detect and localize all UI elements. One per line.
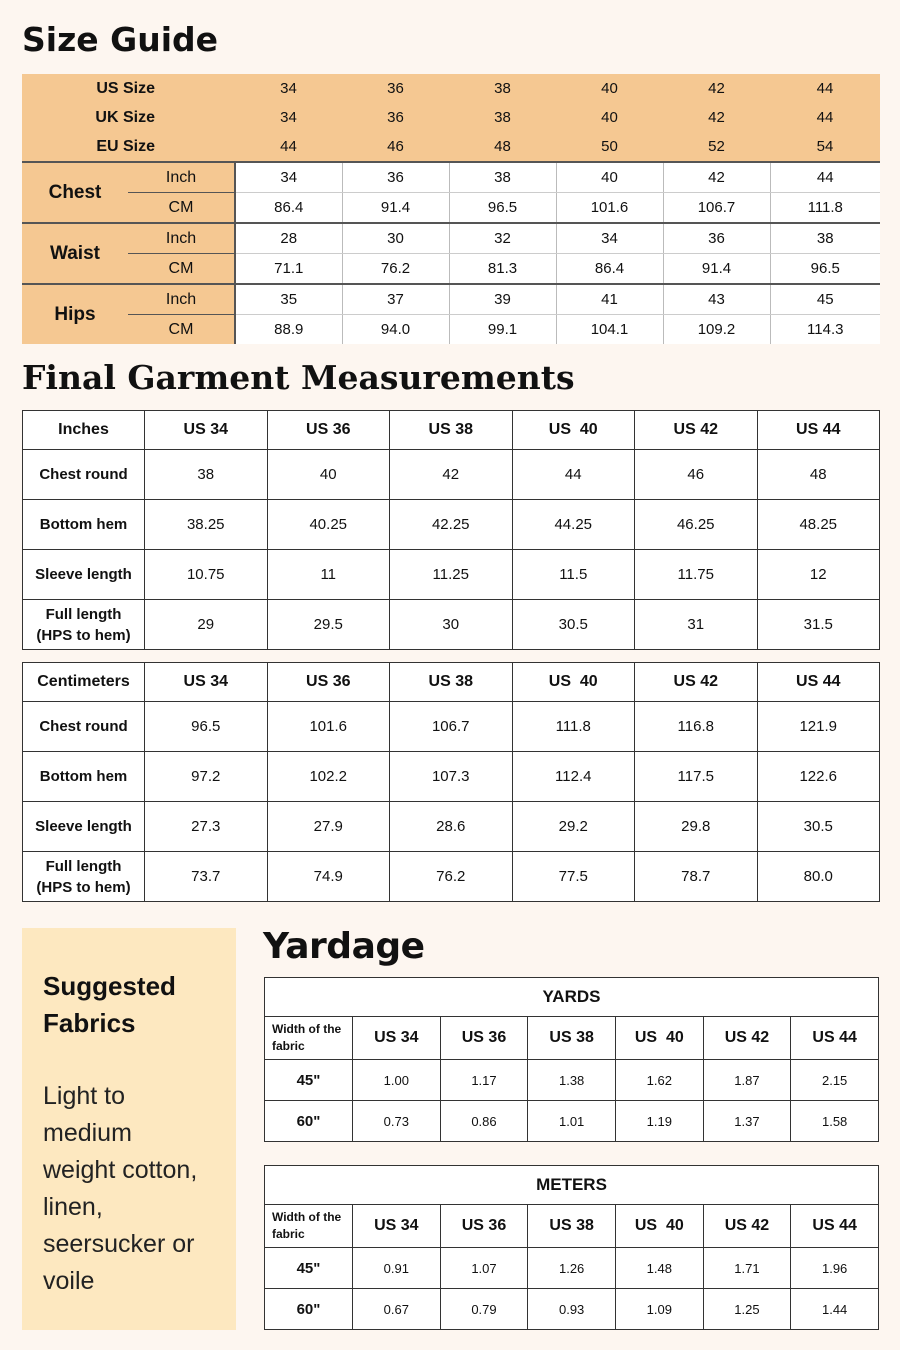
size-header-row xyxy=(22,132,880,162)
value-cell: 107.3 xyxy=(390,752,513,802)
row-label xyxy=(23,600,145,650)
width-header-line: Width of the xyxy=(272,1022,342,1036)
value-cell: 91.4 xyxy=(342,193,449,224)
value-cell: 96.5 xyxy=(145,702,268,752)
value-cell: 28 xyxy=(235,223,342,254)
value-cell: 104.1 xyxy=(556,315,663,345)
table-caption: METERS xyxy=(265,1166,879,1205)
table-row xyxy=(23,550,880,600)
table-caption: YARDS xyxy=(265,978,879,1017)
size-header-cell: 50 xyxy=(556,132,663,162)
fabrics-text-line: medium xyxy=(43,1119,132,1147)
garment-inches-table xyxy=(22,410,880,650)
measurement-row-cm xyxy=(22,315,880,345)
size-column-header: US 42 xyxy=(703,1017,791,1060)
value-cell: 34 xyxy=(556,223,663,254)
value-cell: 30.5 xyxy=(757,802,880,852)
yardage-yards-table xyxy=(264,977,879,1142)
value-cell: 27.3 xyxy=(145,802,268,852)
size-guide-table xyxy=(22,74,880,344)
value-cell: 102.2 xyxy=(267,752,390,802)
value-cell: 0.91 xyxy=(353,1248,441,1289)
value-cell: 31.5 xyxy=(757,600,880,650)
value-cell: 106.7 xyxy=(663,193,770,224)
value-cell: 44 xyxy=(512,450,635,500)
value-cell: 29.2 xyxy=(512,802,635,852)
size-column-header: US 36 xyxy=(267,663,390,702)
value-cell: 44.25 xyxy=(512,500,635,550)
row-label xyxy=(23,500,145,550)
size-header-cell: 40 xyxy=(556,74,663,103)
value-cell: 86.4 xyxy=(235,193,342,224)
value-cell: 29.8 xyxy=(635,802,758,852)
size-column-header: US 34 xyxy=(353,1017,441,1060)
table-caption-row xyxy=(265,1166,879,1205)
row-label xyxy=(23,852,145,902)
value-cell: 74.9 xyxy=(267,852,390,902)
value-cell: 0.93 xyxy=(528,1289,616,1330)
table-header-row xyxy=(265,1205,879,1248)
width-header xyxy=(265,1017,353,1060)
size-header-cell: 38 xyxy=(449,74,556,103)
value-cell: 46.25 xyxy=(635,500,758,550)
value-cell: 0.73 xyxy=(353,1101,441,1142)
size-header-cell: 34 xyxy=(235,74,342,103)
value-cell: 91.4 xyxy=(663,254,770,285)
table-row xyxy=(23,450,880,500)
size-column-header: US 44 xyxy=(791,1205,879,1248)
size-column-header: US 34 xyxy=(353,1205,441,1248)
size-column-header: US 40 xyxy=(615,1017,703,1060)
row-label-line: Sleeve length xyxy=(35,818,132,835)
unit-header: Centimeters xyxy=(23,663,145,702)
value-cell: 11 xyxy=(267,550,390,600)
unit-label-cm: CM xyxy=(128,254,235,285)
value-cell: 71.1 xyxy=(235,254,342,285)
value-cell: 11.5 xyxy=(512,550,635,600)
value-cell: 45 xyxy=(770,284,880,315)
size-header-cell: 36 xyxy=(342,103,449,132)
size-header-cell: 42 xyxy=(663,103,770,132)
value-cell: 31 xyxy=(635,600,758,650)
unit-label-cm: CM xyxy=(128,193,235,224)
value-cell: 36 xyxy=(342,162,449,193)
value-cell: 40.25 xyxy=(267,500,390,550)
value-cell: 1.44 xyxy=(791,1289,879,1330)
size-header-cell: 42 xyxy=(663,74,770,103)
value-cell: 76.2 xyxy=(342,254,449,285)
value-cell: 30 xyxy=(390,600,513,650)
width-header-line: fabric xyxy=(272,1227,305,1241)
value-cell: 1.96 xyxy=(791,1248,879,1289)
row-label xyxy=(23,550,145,600)
yardage-title: Yardage xyxy=(263,926,425,967)
value-cell: 121.9 xyxy=(757,702,880,752)
width-header xyxy=(265,1205,353,1248)
suggested-fabrics-panel xyxy=(22,928,236,1330)
unit-header: Inches xyxy=(23,411,145,450)
value-cell: 10.75 xyxy=(145,550,268,600)
value-cell: 35 xyxy=(235,284,342,315)
fabrics-text-line: Light to xyxy=(43,1082,126,1110)
value-cell: 122.6 xyxy=(757,752,880,802)
size-header-cell: 44 xyxy=(770,103,880,132)
table-header-row xyxy=(265,1017,879,1060)
row-label xyxy=(23,702,145,752)
table-row xyxy=(23,500,880,550)
measurement-group-label: Chest xyxy=(22,162,128,223)
yardage-meters-table xyxy=(264,1165,879,1330)
size-column-header: US 38 xyxy=(390,411,513,450)
table-caption-row xyxy=(265,978,879,1017)
garment-measurements-title: Final Garment Measurements xyxy=(22,358,575,397)
size-header-label: US Size xyxy=(22,74,235,103)
value-cell: 101.6 xyxy=(267,702,390,752)
value-cell: 42 xyxy=(663,162,770,193)
size-column-header: US 40 xyxy=(615,1205,703,1248)
row-label-line: Chest round xyxy=(39,466,128,483)
size-header-cell: 46 xyxy=(342,132,449,162)
value-cell: 36 xyxy=(663,223,770,254)
value-cell: 0.79 xyxy=(440,1289,528,1330)
value-cell: 76.2 xyxy=(390,852,513,902)
value-cell: 1.25 xyxy=(703,1289,791,1330)
width-header-line: Width of the xyxy=(272,1210,342,1224)
unit-label-inch: Inch xyxy=(128,223,235,254)
row-label-line: Chest round xyxy=(39,718,128,735)
value-cell: 38.25 xyxy=(145,500,268,550)
size-header-row xyxy=(22,74,880,103)
value-cell: 32 xyxy=(449,223,556,254)
suggested-fabrics-text xyxy=(43,1078,228,1300)
garment-centimeters-table xyxy=(22,662,880,902)
size-header-row xyxy=(22,103,880,132)
value-cell: 1.37 xyxy=(703,1101,791,1142)
value-cell: 41 xyxy=(556,284,663,315)
value-cell: 1.48 xyxy=(615,1248,703,1289)
value-cell: 88.9 xyxy=(235,315,342,345)
measurement-row-inch xyxy=(22,162,880,193)
measurement-row-cm xyxy=(22,193,880,224)
size-column-header: US 38 xyxy=(528,1017,616,1060)
size-header-label: UK Size xyxy=(22,103,235,132)
suggested-fabrics-heading xyxy=(43,968,223,1042)
table-header-row xyxy=(23,411,880,450)
fabric-width-label: 60" xyxy=(265,1101,353,1142)
row-label xyxy=(23,802,145,852)
unit-label-inch: Inch xyxy=(128,162,235,193)
value-cell: 30.5 xyxy=(512,600,635,650)
value-cell: 111.8 xyxy=(770,193,880,224)
size-guide-title: Size Guide xyxy=(22,20,219,59)
value-cell: 29 xyxy=(145,600,268,650)
size-column-header: US 34 xyxy=(145,663,268,702)
table-header-row xyxy=(23,663,880,702)
fabric-width-label: 45" xyxy=(265,1060,353,1101)
size-header-cell: 44 xyxy=(770,74,880,103)
unit-label-cm: CM xyxy=(128,315,235,345)
size-column-header: US 34 xyxy=(145,411,268,450)
measurement-group-label: Hips xyxy=(22,284,128,344)
table-row xyxy=(265,1289,879,1330)
value-cell: 46 xyxy=(635,450,758,500)
value-cell: 1.07 xyxy=(440,1248,528,1289)
size-column-header: US 44 xyxy=(757,411,880,450)
value-cell: 29.5 xyxy=(267,600,390,650)
row-label-line: Sleeve length xyxy=(35,566,132,583)
fabrics-text-line: voile xyxy=(43,1267,95,1295)
value-cell: 1.09 xyxy=(615,1289,703,1330)
value-cell: 40 xyxy=(267,450,390,500)
table-row xyxy=(23,600,880,650)
value-cell: 77.5 xyxy=(512,852,635,902)
value-cell: 42 xyxy=(390,450,513,500)
value-cell: 37 xyxy=(342,284,449,315)
size-column-header: US 36 xyxy=(440,1205,528,1248)
value-cell: 1.87 xyxy=(703,1060,791,1101)
value-cell: 11.75 xyxy=(635,550,758,600)
row-label xyxy=(23,450,145,500)
size-header-cell: 52 xyxy=(663,132,770,162)
value-cell: 0.67 xyxy=(353,1289,441,1330)
value-cell: 114.3 xyxy=(770,315,880,345)
value-cell: 39 xyxy=(449,284,556,315)
measurement-row-cm xyxy=(22,254,880,285)
measurement-row-inch xyxy=(22,223,880,254)
value-cell: 96.5 xyxy=(449,193,556,224)
row-label-line: (HPS to hem) xyxy=(36,878,131,896)
value-cell: 11.25 xyxy=(390,550,513,600)
fabrics-text-line: linen, xyxy=(43,1193,103,1221)
value-cell: 44 xyxy=(770,162,880,193)
row-label-line: Bottom hem xyxy=(39,516,128,533)
value-cell: 1.00 xyxy=(353,1060,441,1101)
measurement-row-inch xyxy=(22,284,880,315)
value-cell: 34 xyxy=(235,162,342,193)
value-cell: 27.9 xyxy=(267,802,390,852)
measurement-group-label: Waist xyxy=(22,223,128,284)
size-column-header: US 44 xyxy=(757,663,880,702)
size-column-header: US 40 xyxy=(512,663,635,702)
value-cell: 112.4 xyxy=(512,752,635,802)
size-column-header: US 38 xyxy=(528,1205,616,1248)
size-column-header: US 42 xyxy=(635,411,758,450)
value-cell: 81.3 xyxy=(449,254,556,285)
size-header-cell: 34 xyxy=(235,103,342,132)
table-row xyxy=(23,702,880,752)
value-cell: 28.6 xyxy=(390,802,513,852)
value-cell: 1.01 xyxy=(528,1101,616,1142)
value-cell: 106.7 xyxy=(390,702,513,752)
fabrics-heading-line: Fabrics xyxy=(43,1008,136,1038)
fabrics-text-line: weight cotton, xyxy=(43,1156,198,1184)
size-column-header: US 42 xyxy=(635,663,758,702)
value-cell: 73.7 xyxy=(145,852,268,902)
row-label-line: (HPS to hem) xyxy=(36,626,131,644)
size-header-cell: 38 xyxy=(449,103,556,132)
width-header-line: fabric xyxy=(272,1039,305,1053)
row-label xyxy=(23,752,145,802)
value-cell: 101.6 xyxy=(556,193,663,224)
value-cell: 117.5 xyxy=(635,752,758,802)
value-cell: 1.26 xyxy=(528,1248,616,1289)
size-column-header: US 36 xyxy=(267,411,390,450)
value-cell: 80.0 xyxy=(757,852,880,902)
value-cell: 96.5 xyxy=(770,254,880,285)
value-cell: 12 xyxy=(757,550,880,600)
row-label-line: Full length xyxy=(45,605,122,623)
fabric-width-label: 60" xyxy=(265,1289,353,1330)
size-column-header: US 36 xyxy=(440,1017,528,1060)
value-cell: 1.62 xyxy=(615,1060,703,1101)
size-column-header: US 38 xyxy=(390,663,513,702)
size-column-header: US 40 xyxy=(512,411,635,450)
table-row xyxy=(265,1101,879,1142)
value-cell: 1.58 xyxy=(791,1101,879,1142)
row-label-line: Bottom hem xyxy=(39,768,128,785)
fabrics-text-line: seersucker or xyxy=(43,1230,195,1258)
value-cell: 40 xyxy=(556,162,663,193)
table-row xyxy=(23,752,880,802)
table-row xyxy=(265,1060,879,1101)
value-cell: 30 xyxy=(342,223,449,254)
value-cell: 48.25 xyxy=(757,500,880,550)
value-cell: 78.7 xyxy=(635,852,758,902)
value-cell: 94.0 xyxy=(342,315,449,345)
value-cell: 38 xyxy=(145,450,268,500)
size-header-label: EU Size xyxy=(22,132,235,162)
fabrics-heading-line: Suggested xyxy=(43,971,176,1001)
value-cell: 1.38 xyxy=(528,1060,616,1101)
table-row xyxy=(23,852,880,902)
value-cell: 0.86 xyxy=(440,1101,528,1142)
row-label-line: Full length xyxy=(45,857,122,875)
value-cell: 1.19 xyxy=(615,1101,703,1142)
size-header-cell: 54 xyxy=(770,132,880,162)
value-cell: 1.71 xyxy=(703,1248,791,1289)
value-cell: 43 xyxy=(663,284,770,315)
value-cell: 38 xyxy=(770,223,880,254)
size-header-cell: 36 xyxy=(342,74,449,103)
size-header-cell: 40 xyxy=(556,103,663,132)
value-cell: 48 xyxy=(757,450,880,500)
size-header-cell: 48 xyxy=(449,132,556,162)
value-cell: 111.8 xyxy=(512,702,635,752)
size-column-header: US 42 xyxy=(703,1205,791,1248)
unit-label-inch: Inch xyxy=(128,284,235,315)
fabric-width-label: 45" xyxy=(265,1248,353,1289)
value-cell: 42.25 xyxy=(390,500,513,550)
table-row xyxy=(265,1248,879,1289)
table-row xyxy=(23,802,880,852)
size-header-cell: 44 xyxy=(235,132,342,162)
size-column-header: US 44 xyxy=(791,1017,879,1060)
value-cell: 38 xyxy=(449,162,556,193)
value-cell: 2.15 xyxy=(791,1060,879,1101)
value-cell: 116.8 xyxy=(635,702,758,752)
value-cell: 86.4 xyxy=(556,254,663,285)
value-cell: 99.1 xyxy=(449,315,556,345)
value-cell: 109.2 xyxy=(663,315,770,345)
value-cell: 97.2 xyxy=(145,752,268,802)
value-cell: 1.17 xyxy=(440,1060,528,1101)
